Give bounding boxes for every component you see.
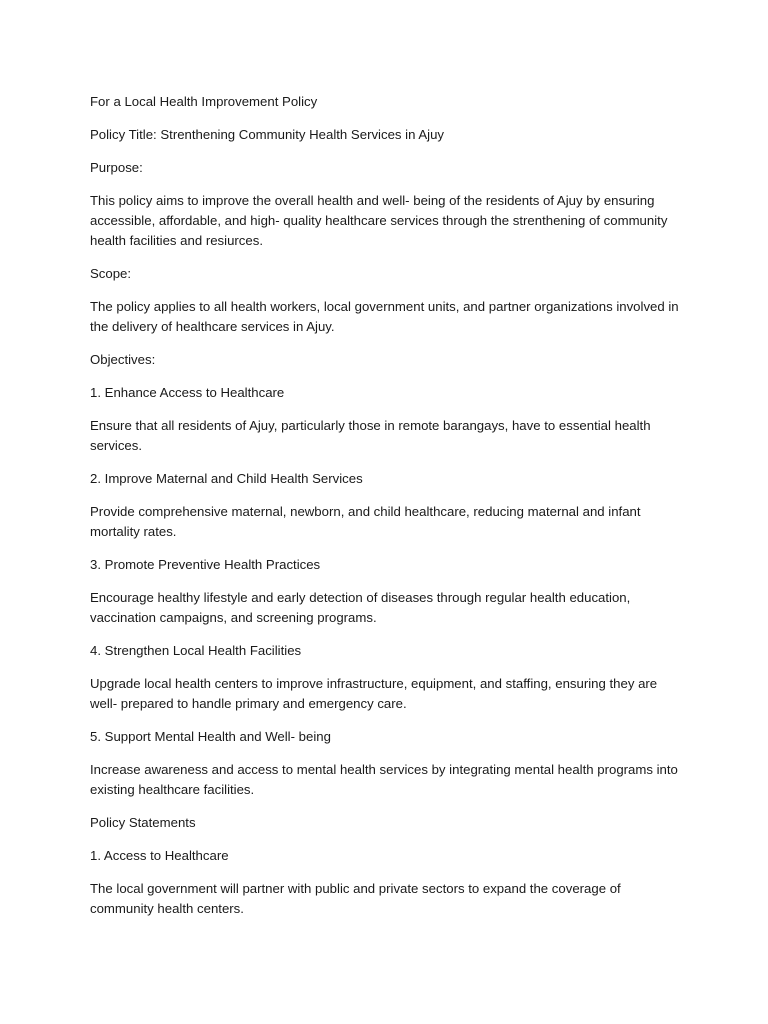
objective-title: 5. Support Mental Health and Well- being: [90, 729, 331, 744]
objective-title: 1. Enhance Access to Healthcare: [90, 385, 285, 400]
objective-text: Upgrade local health centers to improve infrastructure, equipment, and staffing, ensuring they are well- prepared to handle primary and emergency care.: [90, 676, 658, 711]
objective-title: 4. Strengthen Local Health Facilities: [90, 643, 302, 658]
document-page: [90, 92, 680, 932]
objective-title: 3. Promote Preventive Health Practices: [90, 557, 321, 572]
objective-text: Provide comprehensive maternal, newborn, and child healthcare, reducing maternal and infant mortality rates.: [90, 504, 641, 539]
scope-text: The policy applies to all health workers, local government units, and partner organizations involved in the delivery of healthcare services in Ajuy.: [90, 299, 679, 334]
policy-title: Policy Title: Strenthening Community Health Services in Ajuy: [90, 127, 445, 142]
objective-title: 2. Improve Maternal and Child Health Services: [90, 471, 363, 486]
objective-text: Increase awareness and access to mental health services by integrating mental health programs into existing healthcare facilities.: [90, 762, 678, 797]
statement-title: 1. Access to Healthcare: [90, 848, 229, 863]
purpose-heading: Purpose:: [90, 160, 143, 175]
objective-text: Ensure that all residents of Ajuy, particularly those in remote barangays, have to essential health services.: [90, 418, 651, 453]
statement-text: The local government will partner with public and private sectors to expand the coverage of community health centers.: [90, 881, 621, 916]
purpose-text: This policy aims to improve the overall health and well- being of the residents of Ajuy by ensuring accessible, affordable, and high- quality healthcare services through the strenthening of community health facilities and resiurces.: [90, 193, 668, 248]
objectives-heading: Objectives:: [90, 352, 156, 367]
document-header: For a Local Health Improvement Policy: [90, 94, 318, 109]
policy-statements-heading: Policy Statements: [90, 815, 196, 830]
objective-text: Encourage healthy lifestyle and early detection of diseases through regular health education, vaccination campaigns, and screening programs.: [90, 590, 631, 625]
scope-heading: Scope:: [90, 266, 132, 281]
